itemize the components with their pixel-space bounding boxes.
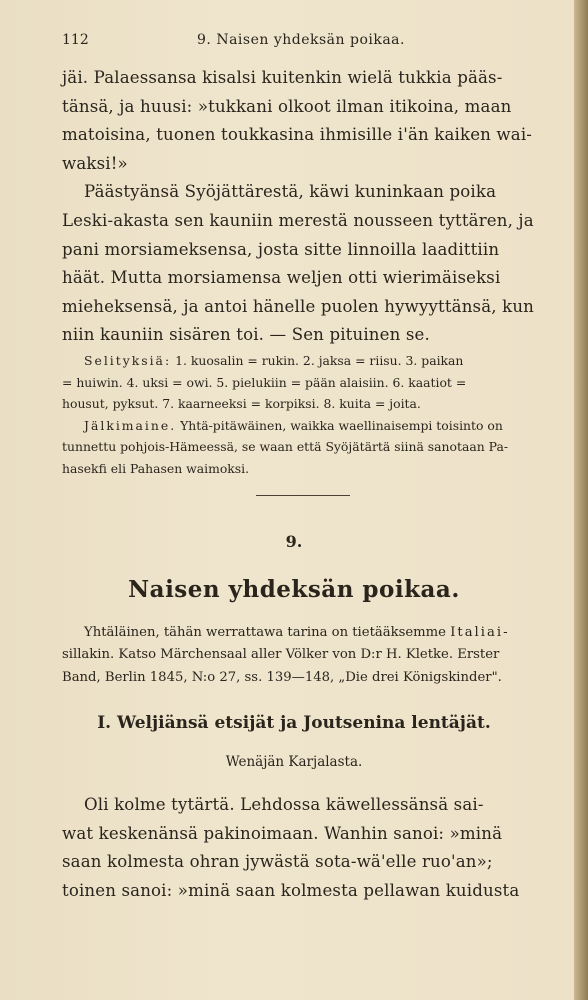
page-header	[62, 32, 540, 54]
glossary-line	[62, 350, 540, 372]
text-line: mieheksensä, ja antoi hänelle puolen hywyyttänsä, kun	[62, 296, 534, 316]
text-line: Oli kolme tytärtä. Lehdossa käwellessänsä sai-	[84, 795, 484, 814]
afterword-line: tunnettu pohjois-Hämeessä, se waan että Syöjätärtä siinä sanotaan Pa-	[62, 439, 509, 455]
afterword-text: Yhtä-pitäwäinen, waikka waellinaisempi toisinto on	[180, 417, 503, 433]
text-line: wat keskenänsä pakinoimaan. Wanhin sanoi: »minä	[62, 823, 503, 843]
glossary-line: = huiwin. 4. uksi = owi. 5. pielukiin = pään alaisiin. 6. kaatiot =	[62, 374, 467, 390]
text-line: saan kolmesta ohran jywästä sota-wä'elle ruo'an»;	[62, 852, 493, 872]
text-line: Leski-akasta sen kauniin merestä nousseen tyttären, ja	[62, 210, 534, 230]
page-number: 112	[62, 32, 89, 48]
text-line: toinen sanoi: »minä saan kolmesta pellawan kuidusta	[62, 880, 520, 900]
intro-text: Yhtäläinen, tähän werrattawa tarina on tietääksemme	[84, 625, 446, 640]
text-line: häät. Mutta morsiamensa weljen otti wierimäiseksi	[62, 268, 501, 288]
text-line: pani morsiameksensa, josta sitte linnoilla laadittiin	[62, 239, 500, 259]
afterword-line: hasekfi eli Pahasen waimoksi.	[62, 460, 250, 476]
glossary-line: housut, pyksut. 7. kaarneeksi = korpiksi. 8. kuita = joita.	[62, 396, 421, 412]
intro-line	[62, 622, 540, 644]
section-number: 9.	[285, 532, 303, 551]
notes	[62, 350, 540, 480]
text-line: jäi. Palaessansa kisalsi kuitenkin wielä tukkia pääs-	[62, 68, 503, 87]
intro-emphasis: Italiai-	[450, 625, 510, 640]
section-title: Naisen yhdeksän poikaa.	[128, 576, 460, 603]
intro-line: sillakin. Katso Märchensaal aller Völker von D:r H. Kletke. Erster	[62, 647, 500, 663]
subsection-title: I. Weljiänsä etsijät ja Joutsenina lentäjät.	[97, 713, 491, 733]
intro-line: Band, Berlin 1845, N:o 27, ss. 139—148, „Die drei Königskinder".	[62, 669, 502, 685]
glossary-text: 1. kuosalin = rukin. 2. jaksa = riisu. 3. paikan	[175, 353, 464, 368]
section-intro	[62, 622, 540, 689]
continued-text	[62, 64, 540, 350]
page-edge	[574, 0, 588, 1000]
glossary-label: Selityksiä:	[84, 353, 172, 368]
text-line: tänsä, ja huusi: »tukkani olkoot ilman itikoina, maan	[62, 96, 512, 116]
subsection-source: Wenäjän Karjalasta.	[225, 754, 363, 770]
text-line: niin kauniin sisären toi. — Sen pituinen se.	[62, 325, 430, 345]
text-line: matoisina, tuonen toukkasina ihmisille i'än kaiken wai-	[62, 125, 533, 145]
section-divider	[256, 495, 350, 496]
text-line: waksi!»	[62, 153, 128, 173]
story-text	[62, 791, 540, 905]
running-head: 9. Naisen yhdeksän poikaa.	[197, 32, 405, 48]
afterword-line	[62, 415, 540, 437]
afterword-label: Jälkimaine.	[84, 417, 177, 433]
text-line: Päästyänsä Syöjättärestä, käwi kuninkaan poika	[84, 182, 497, 202]
